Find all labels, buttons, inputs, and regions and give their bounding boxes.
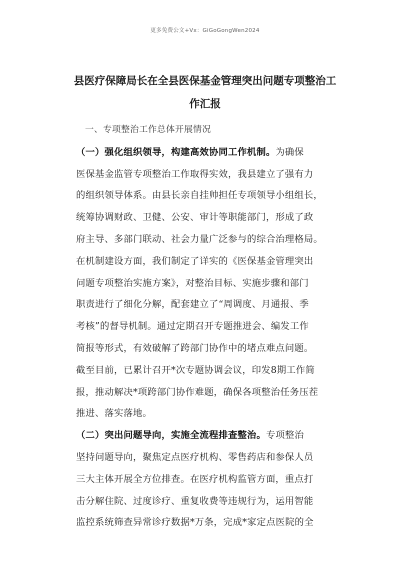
paragraph-line: 报，推动解决*项跨部门协作难题，确保各项整治任务压茬: [76, 386, 319, 398]
paragraph-line: 职责进行了细化分解，配套建立了“周调度、月通报、季: [76, 299, 309, 311]
section-heading: 一、专项整治工作总体开展情况: [76, 125, 211, 135]
paragraph-line: [76, 425, 338, 447]
document-title-line-2: 作汇报: [189, 98, 221, 110]
subheading-bold: （二）突出问题导向，实施全流程排查整治。: [76, 430, 266, 442]
paragraph-line: 截至目前，已累计召开*次专题协调会议，印发8期工作简: [76, 364, 315, 376]
paragraph-line: 在机制建设方面，我们制定了详实的《医保基金管理突出: [76, 255, 314, 267]
paragraph-line: 府主导、多部门联动、社会力量广泛参与的综合治理格局。: [76, 233, 323, 245]
header-watermark: 更多免费公文+Vx：GiGoGongWen2024: [150, 28, 260, 34]
paragraph-line: 统筹协调财政、卫健、公安、审计等职能部门，形成了政: [76, 212, 314, 224]
paragraph-text: 为确保: [275, 146, 304, 158]
paragraph-line: 坚持问题导向，聚焦定点医疗机构、零售药店和参保人员: [76, 451, 314, 463]
paragraph-line: 简报等形式，有效破解了跨部门协作中的堵点难点问题。: [76, 342, 314, 354]
paragraph-line: 监控系统筛查异常诊疗数据*万条，完成*家定点医院的全: [76, 517, 314, 529]
paragraph-line: 考核”的督导机制。通过定期召开专题推进会、编发工作: [76, 321, 309, 333]
paragraph-line: 问题专项整治实施方案》，对整治目标、实施步骤和部门: [76, 277, 309, 289]
subheading-bold: （一）强化组织领导，构建高效协同工作机制。: [76, 146, 276, 158]
paragraph-2: [76, 425, 338, 534]
paragraph-text: 专项整治: [265, 430, 304, 442]
document-title-line-1: 县医疗保障局长在全县医保基金管理突出问题专项整治工: [73, 75, 337, 87]
paragraph-line: 推进、落实落地。: [76, 408, 152, 420]
paragraph-line: 医保基金监管专项整治工作取得实效，我县建立了强有力: [76, 168, 314, 180]
paragraph-line: [76, 142, 338, 164]
paragraph-1: [76, 142, 338, 425]
paragraph-line: 击分解住院、过度诊疗、重复收费等违规行为，运用智能: [76, 495, 314, 507]
paragraph-line: 三大主体开展全方位排查。在医疗机构监管方面，重点打: [76, 473, 314, 485]
document-body: [76, 120, 338, 534]
paragraph-line: 的组织领导体系。由县长亲自挂帅担任专项领导小组组长，: [76, 190, 323, 202]
